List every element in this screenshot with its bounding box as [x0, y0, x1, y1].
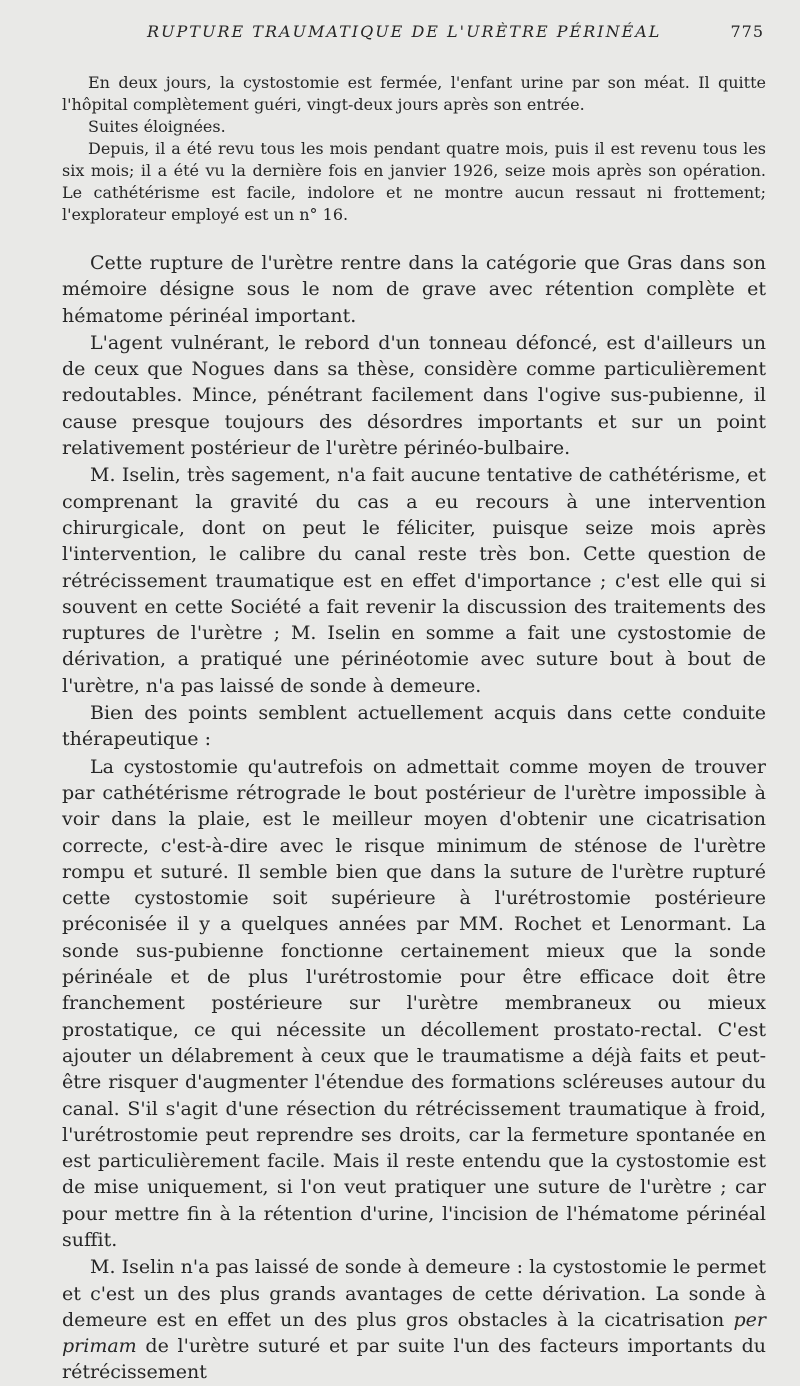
page-number: 775	[730, 22, 764, 41]
discussion-paragraph: Cette rupture de l'urètre rentre dans la catégorie que Gras dans son mémoire désigne sous le nom de grave avec rétention complète et hématome périnéal important.	[62, 252, 766, 327]
case-report-subheading: Suites éloignées.	[88, 117, 226, 136]
discussion-paragraph: M. Iselin, très sagement, n'a fait aucune tentative de cathétérisme, et comprenant la gravité du cas a eu recours à une intervention chirurgicale, dont on peut le féliciter, puisque seize mois après l'intervention, le calibre du canal reste très bon. Cette question de rétrécissement traumatique est en effet d'importance ; c'est elle qui si souvent en cette Société a fait revenir la discussion des traitements des ruptures de l'urètre ; M. Iselin en somme a fait une cystostomie de dérivation, a pratiqué une périnéotomie avec suture bout à bout de l'urètre, n'a pas laissé de sonde à demeure.	[62, 464, 766, 697]
case-report-paragraph: En deux jours, la cystostomie est fermée, l'enfant urine par son méat. Il quitte l'hôpital complètement guéri, vingt-deux jours après son entrée.	[62, 73, 766, 114]
running-header	[62, 22, 764, 48]
case-report-block	[62, 72, 766, 226]
text-run: de l'urètre suturé et par suite l'un des facteurs importants du rétrécissement	[62, 1335, 766, 1384]
discussion-paragraph: L'agent vulnérant, le rebord d'un tonneau défoncé, est d'ailleurs un de ceux que Nogues dans sa thèse, considère comme particulièrement redoutables. Mince, pénétrant facilement dans l'ogive sus-pubienne, il cause presque toujours des désordres importants et sur un point relativement postérieur de l'urètre périnéo-bulbaire.	[62, 331, 766, 460]
discussion-block	[62, 250, 766, 1386]
running-title: RUPTURE TRAUMATIQUE DE L'URÈTRE PÉRINÉAL	[147, 22, 662, 41]
discussion-paragraph: Bien des points semblent actuellement acquis dans cette conduite thérapeutique :	[62, 702, 766, 751]
italic-phrase: per primam	[62, 1308, 766, 1358]
text-run: M. Iselin n'a pas laissé de sonde à demeure : la cystostomie le permet et c'est un des plus grands avantages de cette dérivation. La sonde à demeure est en effet un des plus gros obstacles à la cicatrisation	[62, 1256, 766, 1331]
case-report-paragraph: Depuis, il a été revu tous les mois pendant quatre mois, puis il est revenu tous les six mois; il a été vu la dernière fois en janvier 1926, seize mois après son opération. Le cathétérisme est facile, indolore et ne montre aucun ressaut ni frottement; l'explorateur employé est un n° 16.	[62, 139, 766, 224]
discussion-paragraph: La cystostomie qu'autrefois on admettait comme moyen de trouver par cathétérisme rétrograde le bout postérieur de l'urètre impossible à voir dans la plaie, est le meilleur moyen d'obtenir une cicatrisation correcte, c'est-à-dire avec le risque minimum de sténose de l'urètre rompu et suturé. Il semble bien que dans la suture de l'urètre rupturé cette cystostomie soit supérieure à l'urétrostomie postérieure préconisée il y a quelques années par MM. Rochet et Lenormant. La sonde sus-pubienne fonctionne certainement mieux que la sonde périnéale et de plus l'urétrostomie pour être efficace doit être franchement postérieure sur l'urètre membraneux ou mieux prostatique, ce qui nécessite un décollement prostato-rectal. C'est ajouter un délabrement à ceux que le traumatisme a déjà faits et peut-être risquer d'augmenter l'étendue des formations scléreuses autour du canal. S'il s'agit d'une résection du rétrécissement traumatique à froid, l'urétrostomie peut reprendre ses droits, car la fermeture spontanée en est particulièrement facile. Mais il reste entendu que la cystostomie est de mise uniquement, si l'on veut pratiquer une suture de l'urètre ; car pour mettre fin à la rétention d'urine, l'incision de l'hématome périnéal suffit.	[62, 755, 766, 1251]
discussion-paragraph-last	[62, 1254, 766, 1385]
